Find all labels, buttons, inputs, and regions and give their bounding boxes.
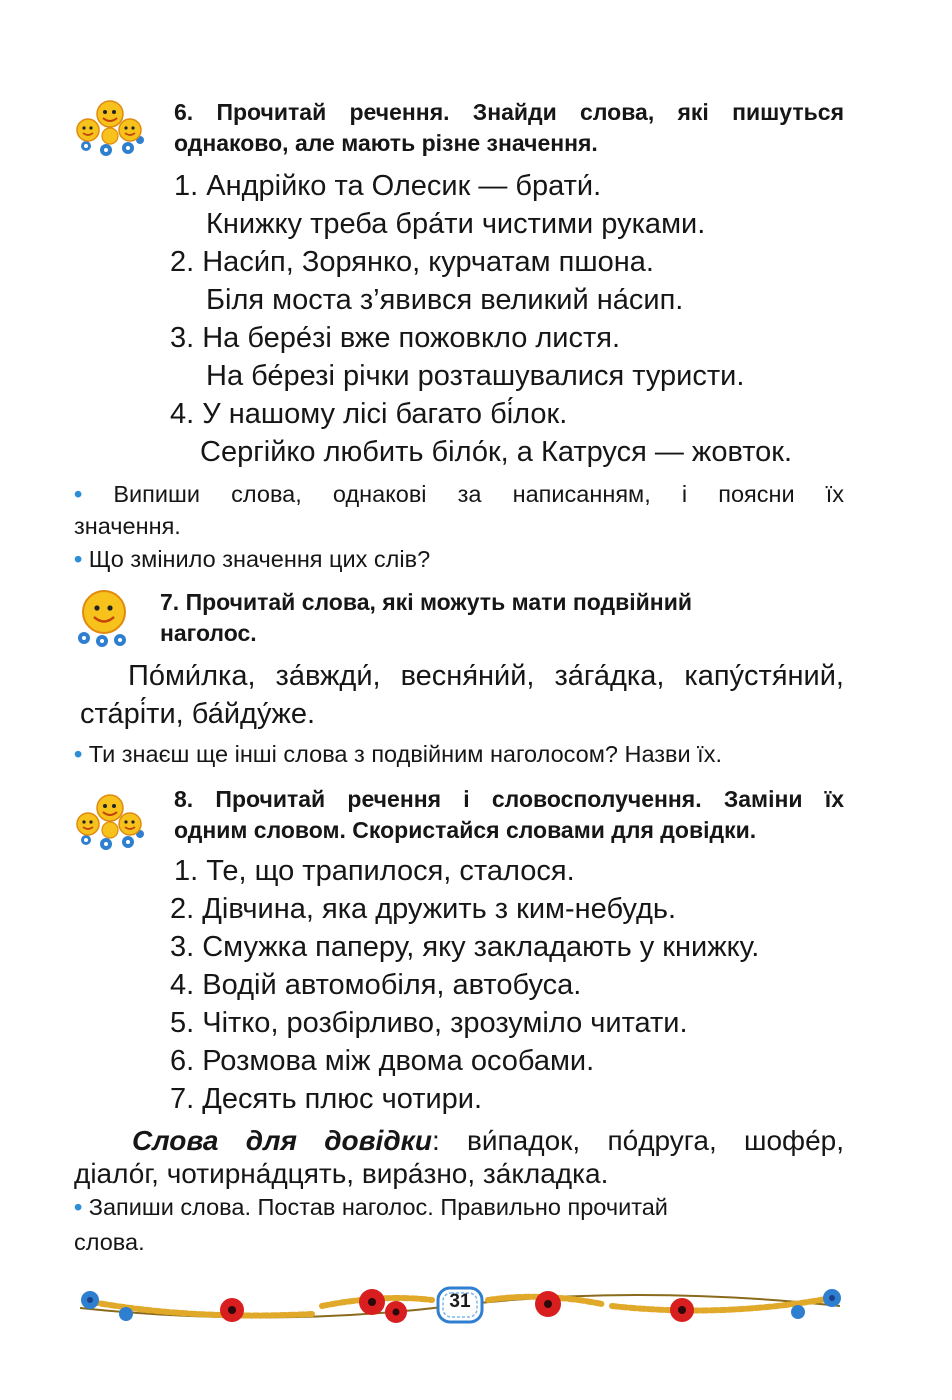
task8-item-5: 5. Чітко, розбірливо, зрозуміло читати.: [170, 1007, 688, 1039]
task8-item-1: 1. Те, що трапилося, сталося.: [174, 855, 575, 887]
task7-bullet: [74, 738, 722, 770]
bullet-marker: •: [74, 1194, 83, 1220]
task8-item-3: 3. Смужка паперу, яку закладають у книжку.: [170, 931, 760, 963]
task8-reference-line2: діало́г, чотирна́дцять, вира́зно, за́кладка.: [74, 1158, 609, 1189]
task6-sentence-3b: На бе́резі річки розташувалися туристи.: [206, 360, 745, 392]
page-number: 31: [449, 1291, 471, 1312]
task6-bullet1-line1: [74, 478, 844, 510]
task6-heading-line1: 6. Прочитай речення. Знайди слова, які пишуться: [174, 99, 844, 125]
task7-heading-line1: 7. Прочитай слова, які можуть мати подвійний: [160, 589, 692, 615]
task6-heading-line2: однаково, але мають різне значення.: [174, 130, 598, 156]
task6-bullet2-text: Що змінило значення цих слів?: [88, 546, 431, 572]
task6-bullet1-text: Випиши слова, однакові за написанням, і поясни їх: [113, 481, 845, 507]
reference-label: Слова для довідки: [132, 1125, 432, 1156]
task6-sentence-2a: 2. Наси́п, Зорянко, курчатам пшона.: [170, 246, 654, 278]
task8-heading-line2: одним словом. Скористайся словами для довідки.: [174, 817, 757, 843]
task8-bullet-line1: [74, 1191, 668, 1223]
task8-heading-line1: 8. Прочитай речення і словосполучення. Заміни їх: [174, 786, 844, 812]
task6-sentence-4b: Сергійко любить біло́к, а Катруся — жовток.: [200, 436, 793, 468]
task8-bullet-line2: слова.: [74, 1229, 145, 1255]
task7-words-line2: ста́рі́ти, ба́йду́же.: [80, 698, 316, 730]
task8-item-7: 7. Десять плюс чотири.: [170, 1083, 483, 1115]
sun-family-icon: [72, 98, 152, 160]
task7-words-line1: По́ми́лка, за́вжди́, весня́ни́й, за́га́дка, капу́стя́ний,: [128, 660, 844, 692]
task8-bullet-text: Запиши слова. Постав наголос. Правильно прочитай: [88, 1194, 668, 1220]
task6-sentence-2b: Біля моста з’явився великий на́сип.: [206, 284, 684, 316]
task6-sentence-1b: Книжку треба бра́ти чистими руками.: [206, 208, 706, 240]
bullet-marker: •: [74, 481, 83, 507]
task6-bullet2: [74, 543, 430, 575]
task6-sentence-1a: 1. Андрійко та Олесик — брати́.: [174, 170, 602, 202]
task6-bullet1-line2: значення.: [74, 513, 181, 539]
sun-icon: [72, 586, 136, 648]
reference-words-1: : ви́падок, по́друга, шофе́р,: [431, 1125, 844, 1156]
task7-heading-line2: наголос.: [160, 620, 257, 646]
sun-family-icon: [72, 792, 152, 854]
bullet-marker: •: [74, 546, 83, 572]
task8-item-6: 6. Розмова між двома особами.: [170, 1045, 595, 1077]
bullet-marker: •: [74, 741, 83, 767]
task7-bullet-text: Ти знаєш ще інші слова з подвійним наголосом? Назви їх.: [88, 741, 722, 767]
task8-item-4: 4. Водій автомобіля, автобуса.: [170, 969, 582, 1001]
task6-sentence-4a: 4. У нашому лісі багато бі́лок.: [170, 398, 568, 430]
task8-item-2: 2. Дівчина, яка дружить з ким-небудь.: [170, 893, 677, 925]
task6-sentence-3a: 3. На бере́зі вже пожовкло листя.: [170, 322, 621, 354]
